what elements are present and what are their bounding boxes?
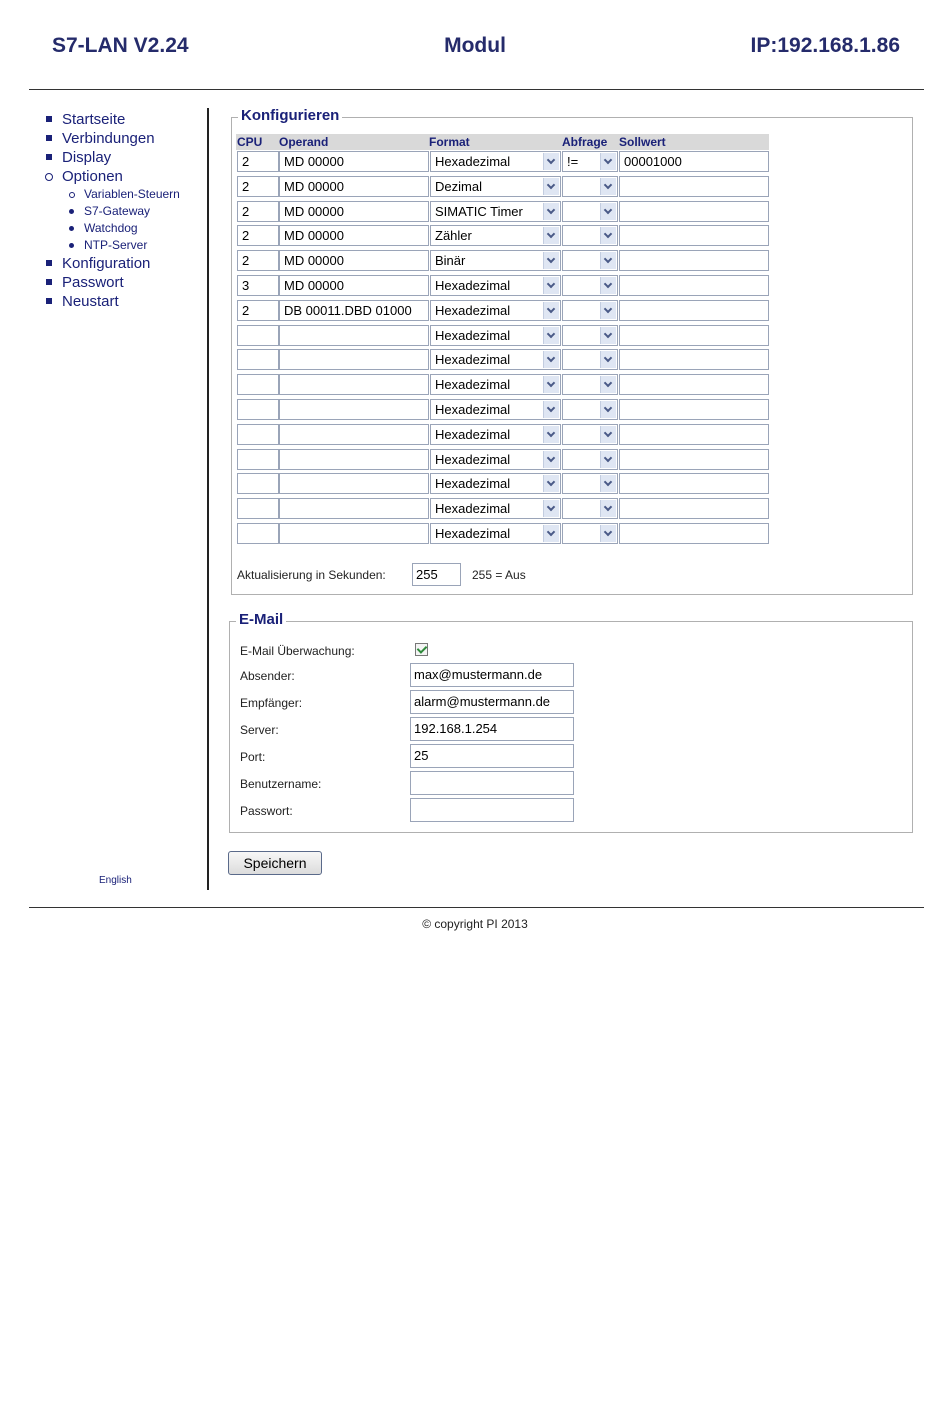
submenu-optionen (44, 186, 180, 254)
cpu-input-value: 2 (242, 178, 250, 194)
operand-input[interactable] (279, 151, 429, 172)
chevron-down-icon[interactable] (600, 351, 616, 368)
column-header-cpu: CPU (237, 135, 263, 149)
format-select[interactable] (430, 151, 561, 172)
language-link[interactable]: English (99, 875, 132, 886)
email-monitor-label: E-Mail Überwachung: (240, 644, 355, 658)
device-title: S7-LAN V2.24 (52, 34, 189, 57)
format-select[interactable] (430, 201, 561, 222)
sollwert-input[interactable] (619, 250, 769, 271)
chevron-down-icon[interactable] (543, 277, 559, 294)
sollwert-input[interactable] (619, 176, 769, 197)
format-select-value: Hexadezimal (435, 154, 511, 169)
header-divider (29, 89, 924, 90)
column-header-format: Format (429, 135, 470, 149)
nav-item-passwort[interactable] (44, 273, 180, 292)
footer-divider (29, 907, 924, 908)
cpu-input[interactable] (237, 225, 279, 246)
format-select[interactable] (430, 424, 561, 445)
sollwert-input[interactable] (619, 349, 769, 370)
sollwert-input[interactable] (619, 449, 769, 470)
page-title: Modul (444, 34, 506, 57)
format-select-value: Hexadezimal (435, 451, 511, 467)
operand-input-value: MD 00000 (284, 277, 344, 293)
chevron-down-icon[interactable] (600, 227, 616, 244)
server-label: Server: (240, 723, 279, 737)
nav-item-startseite[interactable] (44, 110, 180, 129)
email-legend: E-Mail (236, 611, 286, 628)
password-label: Passwort: (240, 804, 293, 818)
chevron-down-icon[interactable] (600, 426, 616, 443)
username-label: Benutzername: (240, 777, 322, 791)
dot-bullet-icon (69, 209, 74, 214)
column-header-sollwert: Sollwert (619, 135, 666, 149)
chevron-down-icon[interactable] (600, 376, 616, 393)
format-select-value: Hexadezimal (435, 426, 511, 442)
cpu-input[interactable] (237, 151, 279, 172)
format-select[interactable] (430, 176, 561, 197)
sollwert-input[interactable] (619, 275, 769, 296)
cpu-input[interactable] (237, 523, 279, 544)
format-select[interactable] (430, 449, 561, 470)
cpu-input-value: 2 (242, 253, 250, 269)
cpu-input[interactable] (237, 399, 279, 420)
nav-item-label: Display (62, 149, 112, 166)
cpu-input[interactable] (237, 275, 279, 296)
cpu-input[interactable] (237, 250, 279, 271)
chevron-down-icon[interactable] (600, 178, 616, 195)
operand-input-value: MD 00000 (284, 203, 344, 219)
update-interval-hint: 255 = Aus (472, 568, 526, 582)
format-select[interactable] (430, 275, 561, 296)
sub-item-label: Watchdog (84, 221, 138, 235)
abfrage-select[interactable] (562, 225, 618, 246)
abfrage-select[interactable] (562, 176, 618, 197)
cpu-input-value: 2 (242, 154, 250, 169)
sollwert-input[interactable] (619, 523, 769, 544)
sollwert-input-value: 00001000 (624, 154, 682, 169)
format-select[interactable] (430, 225, 561, 246)
nav-item-neustart[interactable] (44, 292, 180, 311)
sub-item-label: S7-Gateway (84, 204, 151, 218)
port-input[interactable]: 25 (410, 744, 574, 768)
chevron-down-icon[interactable] (600, 302, 616, 319)
recipient-input[interactable]: alarm@mustermann.de (410, 690, 574, 714)
abfrage-select[interactable] (562, 275, 618, 296)
operand-input[interactable] (279, 399, 429, 420)
chevron-down-icon[interactable] (543, 475, 559, 492)
chevron-down-icon[interactable] (543, 500, 559, 517)
operand-input[interactable] (279, 374, 429, 395)
cpu-input[interactable] (237, 473, 279, 494)
update-interval-label: Aktualisierung in Sekunden: (237, 568, 386, 582)
dot-bullet-icon (69, 243, 74, 248)
format-select[interactable] (430, 349, 561, 370)
operand-input[interactable] (279, 250, 429, 271)
operand-input[interactable] (279, 225, 429, 246)
operand-input[interactable] (279, 449, 429, 470)
nav-item-label: Konfiguration (62, 255, 151, 272)
operand-input[interactable] (279, 424, 429, 445)
format-select[interactable] (430, 523, 561, 544)
chevron-down-icon[interactable] (543, 327, 559, 344)
format-select[interactable] (430, 374, 561, 395)
square-bullet-icon (46, 260, 52, 266)
cpu-input[interactable] (237, 176, 279, 197)
abfrage-select[interactable] (562, 449, 618, 470)
square-bullet-icon (46, 154, 52, 160)
chevron-down-icon[interactable] (600, 203, 616, 220)
format-select-value: Hexadezimal (435, 302, 511, 318)
abfrage-select[interactable] (562, 250, 618, 271)
abfrage-select[interactable] (562, 498, 618, 519)
abfrage-select[interactable] (562, 300, 618, 321)
nav-item-optionen[interactable] (44, 167, 180, 186)
chevron-down-icon[interactable] (543, 351, 559, 368)
abfrage-select[interactable] (562, 523, 618, 544)
update-interval-input[interactable]: 255 (412, 563, 461, 586)
nav-item-label: Neustart (62, 293, 119, 310)
operand-input[interactable] (279, 498, 429, 519)
abfrage-select[interactable] (562, 349, 618, 370)
chevron-down-icon[interactable] (600, 500, 616, 517)
abfrage-select[interactable] (562, 325, 618, 346)
recipient-label: Empfänger: (240, 696, 303, 710)
cpu-input[interactable] (237, 449, 279, 470)
sollwert-input[interactable] (619, 399, 769, 420)
abfrage-select[interactable] (562, 473, 618, 494)
operand-input-value: MD 00000 (284, 154, 344, 169)
password-input[interactable] (410, 798, 574, 822)
ip-address: IP:192.168.1.86 (750, 34, 900, 57)
nav-item-label: Passwort (62, 274, 124, 291)
chevron-down-icon[interactable] (600, 401, 616, 418)
cpu-input[interactable] (237, 374, 279, 395)
format-select-value: Hexadezimal (435, 327, 511, 343)
operand-input[interactable] (279, 349, 429, 370)
format-select-value: Hexadezimal (435, 501, 511, 517)
operand-input[interactable] (279, 473, 429, 494)
abfrage-select[interactable] (562, 399, 618, 420)
cpu-input[interactable] (237, 325, 279, 346)
operand-input[interactable] (279, 523, 429, 544)
abfrage-select[interactable] (562, 424, 618, 445)
server-input[interactable]: 192.168.1.254 (410, 717, 574, 741)
format-select[interactable] (430, 325, 561, 346)
chevron-down-icon[interactable] (543, 153, 559, 170)
config-legend: Konfigurieren (238, 107, 342, 124)
operand-input-value: MD 00000 (284, 178, 344, 194)
chevron-down-icon[interactable] (600, 327, 616, 344)
sollwert-input[interactable] (619, 225, 769, 246)
sollwert-input[interactable] (619, 473, 769, 494)
column-header-operand: Operand (279, 135, 329, 149)
nav-item-verbindungen[interactable] (44, 129, 180, 148)
abfrage-select-value: != (567, 154, 579, 169)
chevron-down-icon[interactable] (600, 153, 616, 170)
chevron-down-icon[interactable] (543, 203, 559, 220)
sidebar-divider (207, 108, 209, 890)
sollwert-input[interactable] (619, 201, 769, 222)
operand-input-value: MD 00000 (284, 253, 344, 269)
copyright-text: © copyright PI 2013 (422, 917, 528, 931)
config-table-header (236, 134, 769, 150)
sub-item-label: Variablen-Steuern (84, 187, 180, 201)
nav-item-label: Verbindungen (62, 130, 155, 147)
nav-item-display[interactable] (44, 148, 180, 167)
format-select-value: Hexadezimal (435, 476, 511, 492)
cpu-input-value: 2 (242, 203, 250, 219)
format-select-value: Hexadezimal (435, 352, 511, 368)
sub-item-variablen-steuern[interactable] (44, 186, 180, 203)
format-select-value: SIMATIC Timer (435, 203, 523, 219)
sollwert-input[interactable] (619, 424, 769, 445)
abfrage-select[interactable] (562, 201, 618, 222)
operand-input[interactable] (279, 300, 429, 321)
cpu-input[interactable] (237, 349, 279, 370)
chevron-down-icon[interactable] (543, 178, 559, 195)
sidebar-nav (44, 110, 180, 311)
nav-item-konfiguration[interactable] (44, 254, 180, 273)
square-bullet-icon (46, 279, 52, 285)
format-select-value: Hexadezimal (435, 377, 511, 393)
nav-item-label: Startseite (62, 111, 126, 128)
chevron-down-icon[interactable] (543, 252, 559, 269)
sub-item-label: NTP-Server (84, 238, 148, 252)
sollwert-input[interactable] (619, 325, 769, 346)
sollwert-input[interactable] (619, 374, 769, 395)
sollwert-input[interactable] (619, 498, 769, 519)
format-select-value: Hexadezimal (435, 525, 511, 541)
format-select[interactable] (430, 473, 561, 494)
circle-bullet-icon (45, 173, 53, 181)
square-bullet-icon (46, 298, 52, 304)
port-label: Port: (240, 750, 266, 764)
save-button[interactable]: Speichern (228, 851, 322, 875)
cpu-input[interactable] (237, 424, 279, 445)
sender-label: Absender: (240, 669, 295, 683)
sollwert-input[interactable] (619, 151, 769, 172)
abfrage-select[interactable] (562, 374, 618, 395)
operand-input[interactable] (279, 176, 429, 197)
chevron-down-icon[interactable] (600, 525, 616, 542)
format-select-value: Zähler (435, 228, 472, 244)
chevron-down-icon[interactable] (543, 525, 559, 542)
chevron-down-icon[interactable] (543, 401, 559, 418)
cpu-input[interactable] (237, 498, 279, 519)
format-select[interactable] (430, 300, 561, 321)
format-select[interactable] (430, 399, 561, 420)
chevron-down-icon[interactable] (543, 302, 559, 319)
operand-input-value: MD 00000 (284, 228, 344, 244)
format-select-value: Binär (435, 253, 466, 269)
chevron-down-icon[interactable] (600, 277, 616, 294)
format-select-value: Hexadezimal (435, 277, 511, 293)
abfrage-select[interactable] (562, 151, 618, 172)
column-header-abfrage: Abfrage (562, 135, 608, 149)
sub-item-s7-gateway[interactable] (44, 203, 180, 220)
chevron-down-icon[interactable] (600, 475, 616, 492)
operand-input[interactable] (279, 201, 429, 222)
sub-item-watchdog[interactable] (44, 220, 180, 237)
square-bullet-icon (46, 116, 52, 122)
operand-input[interactable] (279, 275, 429, 296)
cpu-input[interactable] (237, 201, 279, 222)
square-bullet-icon (46, 135, 52, 141)
chevron-down-icon[interactable] (543, 451, 559, 468)
dot-bullet-icon (69, 226, 74, 231)
chevron-down-icon[interactable] (543, 376, 559, 393)
format-select-value: Hexadezimal (435, 401, 511, 417)
chevron-down-icon[interactable] (600, 252, 616, 269)
cpu-input-value: 2 (242, 302, 250, 318)
sub-item-ntp-server[interactable] (44, 237, 180, 254)
operand-input-value: DB 00011.DBD 01000 (284, 302, 412, 318)
cpu-input[interactable] (237, 300, 279, 321)
nav-item-label: Optionen (62, 168, 123, 185)
circle-bullet-icon (69, 192, 75, 198)
format-select[interactable] (430, 498, 561, 519)
cpu-input-value: 3 (242, 277, 250, 293)
format-select[interactable] (430, 250, 561, 271)
email-monitor-checkbox[interactable] (415, 643, 428, 656)
chevron-down-icon[interactable] (543, 426, 559, 443)
sollwert-input[interactable] (619, 300, 769, 321)
operand-input[interactable] (279, 325, 429, 346)
cpu-input-value: 2 (242, 228, 250, 244)
username-input[interactable] (410, 771, 574, 795)
format-select-value: Dezimal (435, 178, 482, 194)
sender-input[interactable]: max@mustermann.de (410, 663, 574, 687)
chevron-down-icon[interactable] (543, 227, 559, 244)
chevron-down-icon[interactable] (600, 451, 616, 468)
